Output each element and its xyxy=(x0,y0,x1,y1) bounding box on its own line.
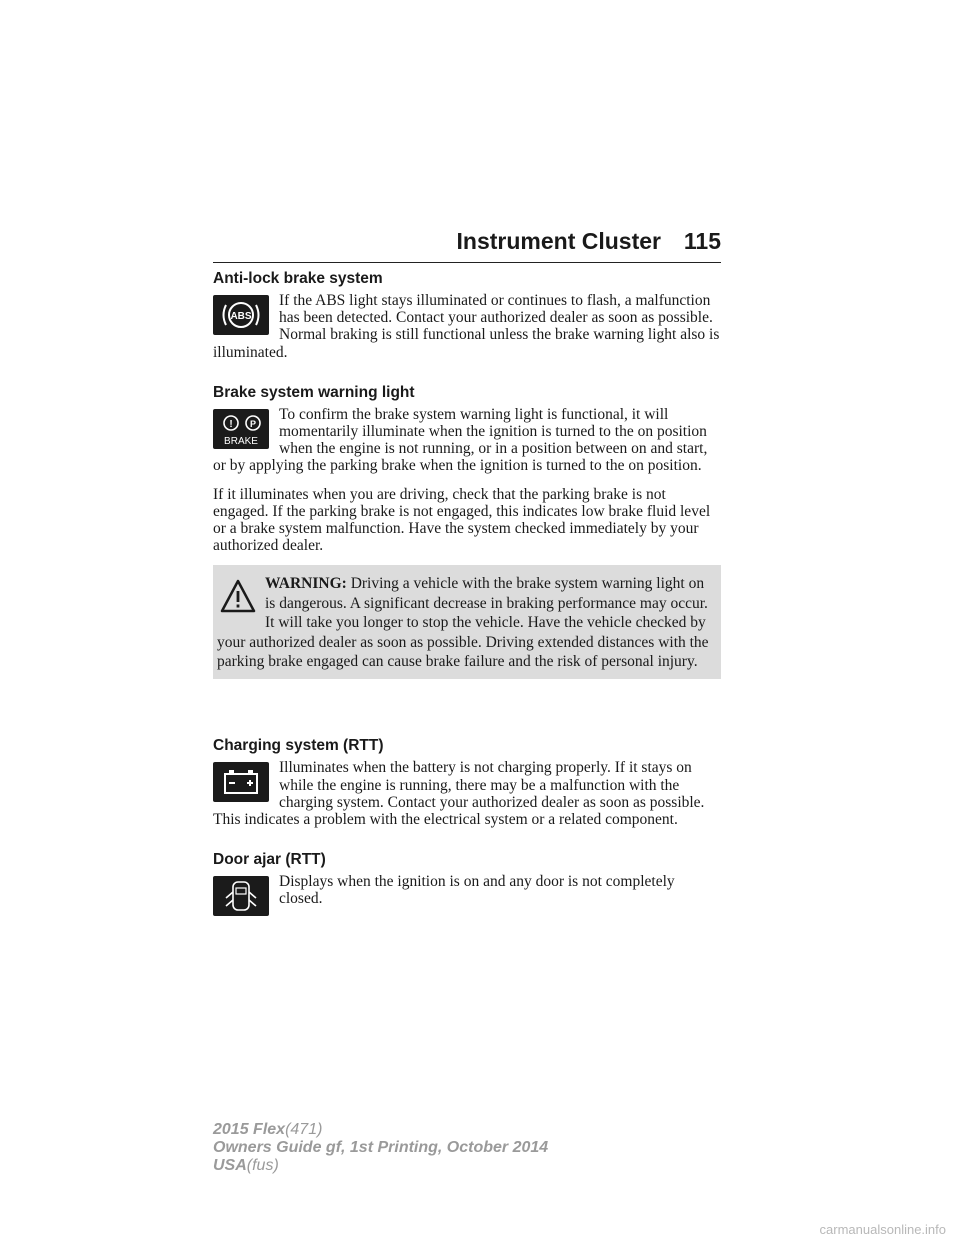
page-number: 115 xyxy=(683,228,721,254)
door-ajar-description: Displays when the ignition is on and any door is not completely closed. xyxy=(279,873,675,908)
abs-section xyxy=(213,270,721,372)
brake-description: To confirm the brake system warning light is functional, it will momentarily illuminate when the ignition is turned to the on position when the engine is not running, or in a position between on and start, or by applying the parking brake when the ignition is turned to the on position. xyxy=(213,405,708,475)
charging-section xyxy=(213,737,721,839)
watermark: carmanualsonline.info xyxy=(819,1222,946,1237)
abs-warning-icon xyxy=(213,295,269,335)
footer-guide: Owners Guide gf, 1st Printing, October 2014 xyxy=(213,1139,549,1156)
battery-icon xyxy=(213,762,269,802)
svg-text:!: ! xyxy=(229,418,233,430)
charging-heading: Charging system (RTT) xyxy=(213,737,384,755)
page-header xyxy=(213,228,721,263)
abs-heading: Anti-lock brake system xyxy=(213,270,383,287)
footer-region-code: (fus) xyxy=(246,1157,279,1174)
brake-icon-label: BRAKE xyxy=(224,435,258,447)
door-ajar-heading: Door ajar (RTT) xyxy=(213,851,326,869)
page-content xyxy=(213,270,721,932)
brake-section xyxy=(213,384,721,680)
svg-text:P: P xyxy=(249,418,257,429)
abs-description: If the ABS light stays illuminated or continues to flash, a malfunction has been detected. Contact your authorized dealer as soon as possible. Normal braking is still functional unless the brake warning light also is illuminated. xyxy=(213,292,720,361)
door-ajar-section xyxy=(213,851,721,920)
warning-box xyxy=(213,565,721,679)
warning-triangle-icon xyxy=(219,578,257,614)
charging-description: Illuminates when the battery is not charging properly. If it stays on while the engine is running, there may be a malfunction with the charging system. Contact your authorized dealer as soon as possible. This indicates a problem with the electrical system or a related component. xyxy=(213,759,705,829)
svg-text:ABS: ABS xyxy=(230,311,252,322)
door-ajar-icon xyxy=(213,876,269,916)
document-footer xyxy=(213,1121,548,1175)
warning-label: WARNING: xyxy=(265,575,347,593)
brake-description-2: If it illuminates when you are driving, check that the parking brake is not engaged. If the parking brake is not engaged, this indicates low brake fluid level or a brake system malfunction. Have the system checked immediately by your authorized dealer. xyxy=(213,485,711,555)
brake-warning-icon xyxy=(213,409,269,449)
section-title: Instrument Cluster xyxy=(456,228,661,254)
brake-heading: Brake system warning light xyxy=(213,383,415,401)
warning-text: Driving a vehicle with the brake system warning light on is dangerous. A significant decrease in braking performance may occur. It will take you longer to stop the vehicle. Have the vehicle checked by your authorized dealer as soon as possible. Driving extended distances with the parking brake engaged can cause brake failure and the risk of personal injury. xyxy=(217,575,709,671)
footer-region: USA xyxy=(213,1157,247,1174)
footer-model-code: (471) xyxy=(285,1121,323,1138)
footer-model: 2015 Flex xyxy=(213,1121,286,1138)
